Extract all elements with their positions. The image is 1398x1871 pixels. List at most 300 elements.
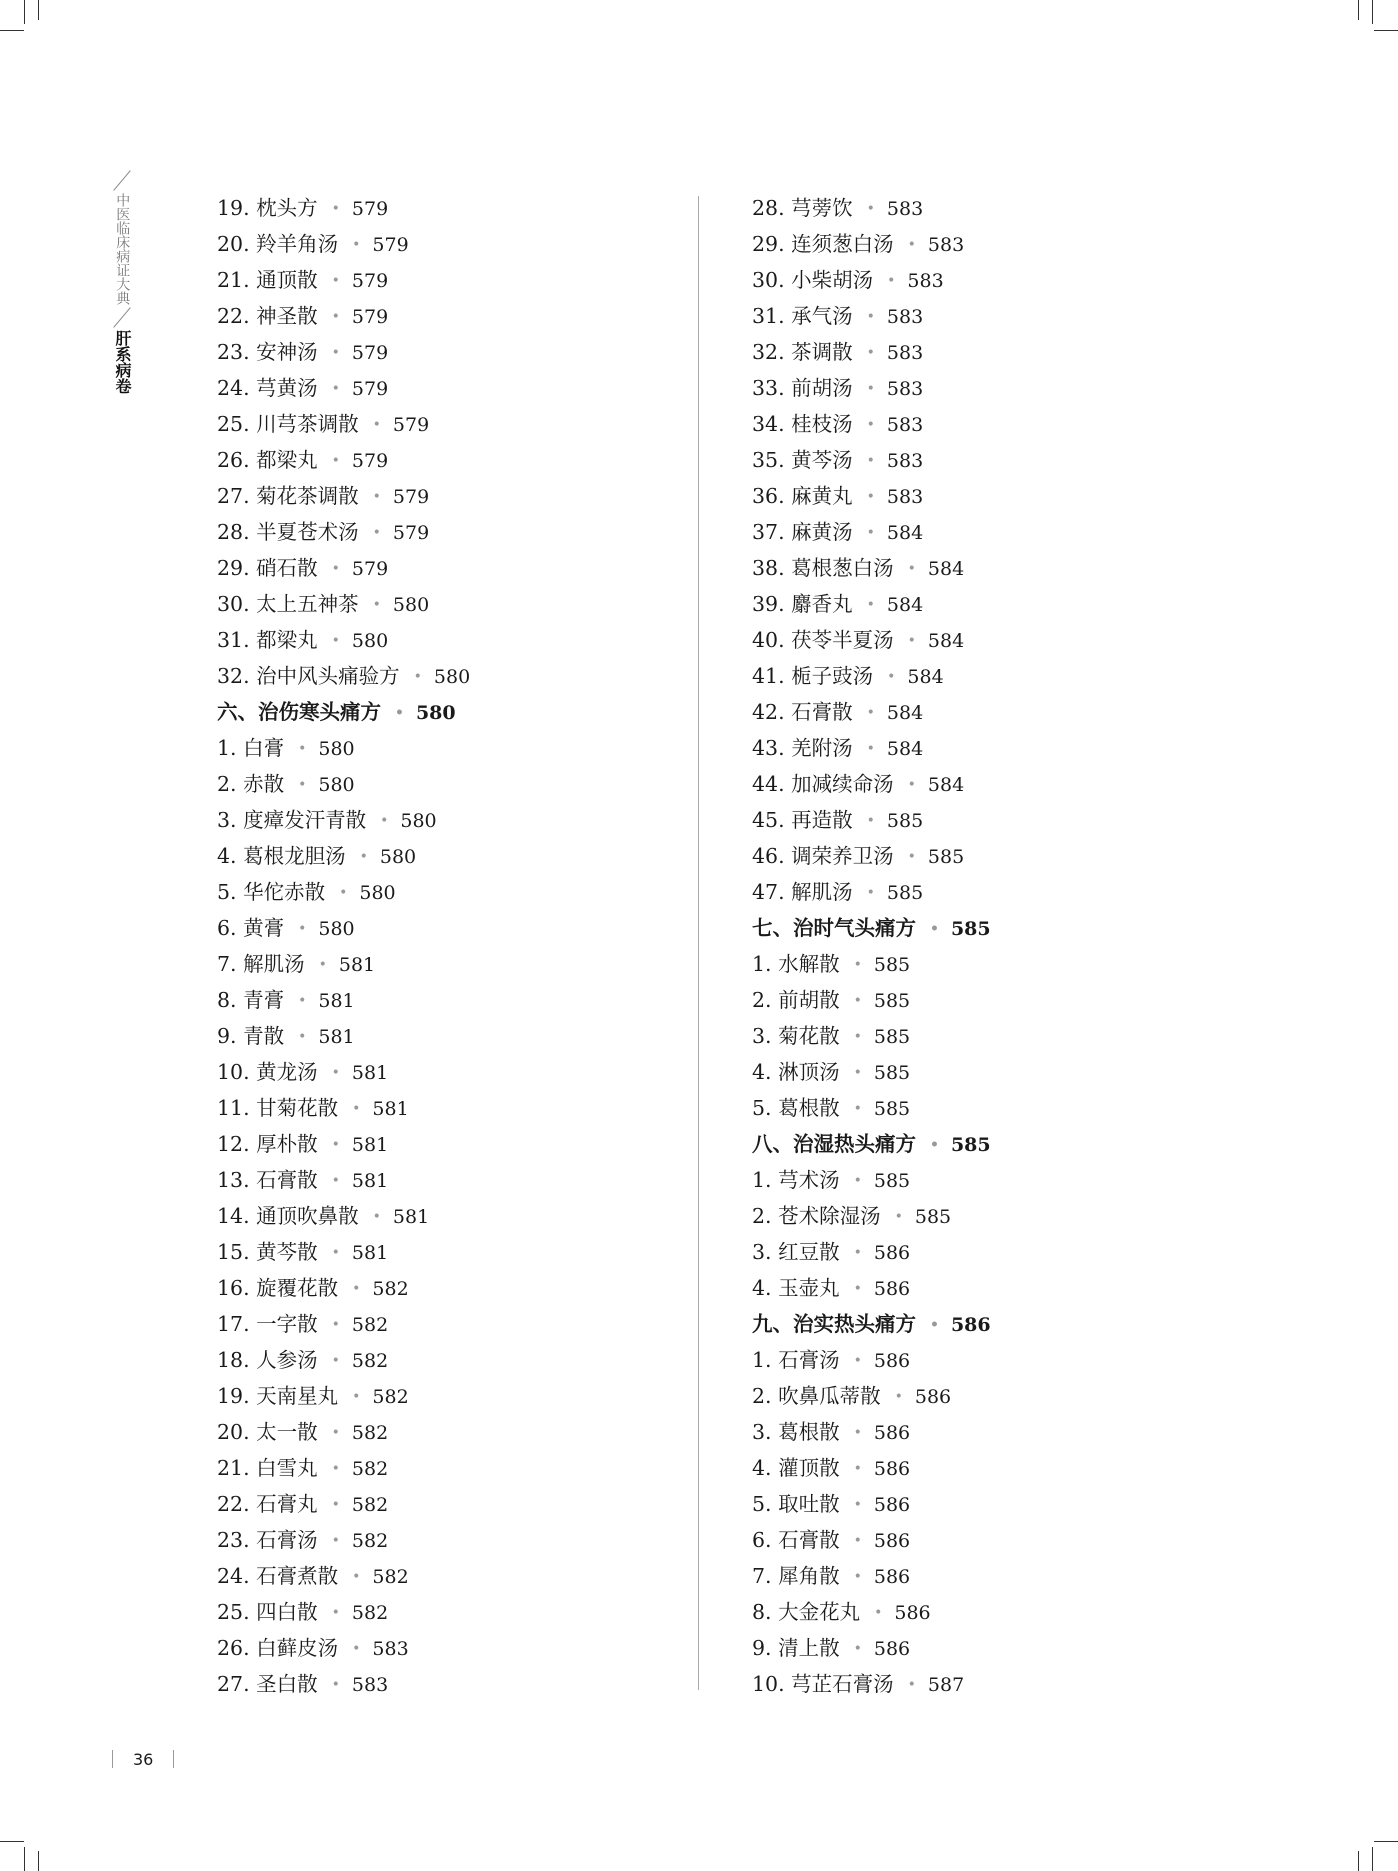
leader-dot: •	[866, 705, 875, 721]
toc-entry[interactable]	[217, 730, 470, 766]
entry-page: 583	[886, 414, 924, 436]
toc-entry[interactable]	[217, 1594, 470, 1630]
toc-entry[interactable]	[217, 1486, 470, 1522]
toc-entry[interactable]	[752, 874, 991, 910]
entry-page: 583	[351, 1674, 389, 1696]
toc-entry[interactable]	[752, 838, 991, 874]
entry-page: 584	[927, 558, 965, 580]
entry-number: 43.	[752, 736, 785, 760]
entry-number: 5.	[752, 1096, 772, 1120]
toc-entry[interactable]	[752, 982, 991, 1018]
entry-page: 586	[873, 1242, 911, 1264]
toc-entry[interactable]	[752, 406, 991, 442]
leader-dot: •	[331, 381, 340, 397]
entry-page: 586	[873, 1638, 911, 1660]
entry-title: 白雪丸	[256, 1456, 318, 1480]
entry-title: 人参汤	[256, 1348, 318, 1372]
entry-title: 石膏汤	[256, 1528, 318, 1552]
entry-number: 3.	[752, 1240, 772, 1264]
entry-number: 31.	[752, 304, 785, 328]
entry-page: 581	[351, 1170, 389, 1192]
entry-number: 1.	[752, 1348, 772, 1372]
leader-dot: •	[866, 453, 875, 469]
toc-entry[interactable]	[217, 478, 470, 514]
leader-dot: •	[853, 1497, 862, 1513]
entry-title: 桂枝汤	[791, 412, 853, 436]
entry-title: 葛根葱白汤	[791, 556, 894, 580]
toc-entry[interactable]	[752, 1450, 991, 1486]
entry-page: 579	[351, 270, 389, 292]
toc-entry[interactable]	[752, 766, 991, 802]
leader-dot: •	[866, 417, 875, 433]
toc-entry[interactable]	[217, 982, 470, 1018]
toc-entry[interactable]	[752, 946, 991, 982]
entry-page: 582	[351, 1350, 389, 1372]
entry-page: 582	[372, 1386, 409, 1408]
toc-entry[interactable]	[217, 226, 470, 262]
leader-dot: •	[298, 777, 307, 793]
entry-number: 3.	[752, 1024, 772, 1048]
leader-dot: •	[298, 993, 307, 1009]
toc-entry[interactable]	[217, 1306, 470, 1342]
toc-entry[interactable]	[217, 334, 470, 370]
entry-number: 14.	[217, 1204, 250, 1228]
entry-page: 579	[372, 234, 409, 256]
toc-entry[interactable]	[217, 514, 470, 550]
leader-dot: •	[331, 1605, 340, 1621]
entry-number: 28.	[217, 520, 250, 544]
crop-mark	[38, 0, 39, 20]
entry-page: 583	[886, 486, 924, 508]
toc-entry[interactable]	[217, 802, 470, 838]
toc-section-heading[interactable]	[752, 1126, 991, 1162]
toc-entry[interactable]	[217, 190, 470, 226]
leader-dot: •	[331, 1317, 340, 1333]
crop-mark	[1374, 1841, 1398, 1842]
toc-entry[interactable]	[752, 1234, 991, 1270]
leader-dot: •	[359, 849, 368, 865]
entry-page: 585	[873, 1098, 911, 1120]
toc-entry[interactable]	[752, 478, 991, 514]
entry-title: 清上散	[778, 1636, 840, 1660]
leader-dot: •	[894, 1389, 903, 1405]
toc-entry[interactable]	[752, 1630, 991, 1666]
toc-entry[interactable]	[752, 1594, 991, 1630]
leader-dot: •	[352, 1281, 361, 1297]
entry-page: 585	[886, 882, 924, 904]
entry-number: 17.	[217, 1312, 250, 1336]
leader-dot: •	[874, 1605, 883, 1621]
leader-dot: •	[853, 1245, 862, 1261]
leader-dot: •	[853, 1461, 862, 1477]
toc-entry[interactable]	[217, 298, 470, 334]
entry-page: 586	[873, 1530, 911, 1552]
toc-entry[interactable]	[217, 1630, 470, 1666]
leader-dot: •	[331, 309, 340, 325]
entry-title: 度瘴发汗青散	[243, 808, 367, 832]
entry-title: 石膏汤	[778, 1348, 840, 1372]
entry-number: 16.	[217, 1276, 250, 1300]
leader-dot: •	[853, 1641, 862, 1657]
entry-page: 584	[907, 666, 944, 688]
entry-page: 582	[351, 1458, 389, 1480]
entry-page: 580	[351, 630, 389, 652]
toc-entry[interactable]	[217, 1090, 470, 1126]
toc-entry[interactable]	[217, 874, 470, 910]
leader-dot: •	[331, 1497, 340, 1513]
entry-number: 9.	[752, 1636, 772, 1660]
entry-title: 圣白散	[256, 1672, 318, 1696]
entry-title: 小柴胡汤	[791, 268, 874, 292]
toc-column-left	[217, 190, 470, 1702]
entry-number: 24.	[217, 1564, 250, 1588]
entry-number: 29.	[752, 232, 785, 256]
entry-title: 麝香丸	[791, 592, 853, 616]
leader-dot: •	[318, 957, 327, 973]
toc-entry[interactable]	[752, 1270, 991, 1306]
toc-entry[interactable]	[752, 1198, 991, 1234]
entry-title: 茶调散	[791, 340, 853, 364]
entry-title: 加减续命汤	[791, 772, 894, 796]
entry-number: 4.	[752, 1456, 772, 1480]
entry-number: 30.	[217, 592, 250, 616]
entry-page: 581	[351, 1062, 389, 1084]
entry-page: 580	[318, 738, 355, 760]
toc-entry[interactable]	[752, 550, 991, 586]
entry-number: 9.	[217, 1024, 237, 1048]
leader-dot: •	[331, 273, 340, 289]
entry-page: 582	[351, 1494, 389, 1516]
leader-dot: •	[339, 885, 348, 901]
leader-dot: •	[853, 1353, 862, 1369]
toc-entry[interactable]	[217, 946, 470, 982]
toc-entry[interactable]	[752, 694, 991, 730]
leader-dot: •	[866, 885, 875, 901]
entry-page: 585	[914, 1206, 952, 1228]
leader-dot: •	[298, 741, 307, 757]
toc-entry[interactable]	[752, 586, 991, 622]
entry-page: 580	[379, 846, 417, 868]
toc-entry[interactable]	[752, 370, 991, 406]
toc-entry[interactable]	[217, 1054, 470, 1090]
leader-dot: •	[853, 1425, 862, 1441]
leader-dot: •	[853, 1173, 862, 1189]
series-title: 中医临床病证大典	[114, 193, 131, 305]
entry-number: 20.	[217, 1420, 250, 1444]
entry-title: 前胡散	[778, 988, 840, 1012]
entry-number: 30.	[752, 268, 785, 292]
entry-page: 583	[927, 234, 965, 256]
entry-title: 黄膏	[243, 916, 285, 940]
entry-page: 586	[873, 1278, 911, 1300]
entry-page: 585	[927, 846, 965, 868]
toc-entry[interactable]	[752, 190, 991, 226]
divider-slash	[113, 170, 130, 191]
entry-title: 葛根龙胆汤	[243, 844, 346, 868]
entry-number: 11.	[217, 1096, 250, 1120]
crop-mark	[1372, 0, 1373, 24]
toc-entry[interactable]	[217, 586, 470, 622]
leader-dot: •	[372, 489, 381, 505]
entry-number: 8.	[752, 1600, 772, 1624]
entry-page: 579	[351, 342, 389, 364]
entry-title: 淋顶汤	[778, 1060, 840, 1084]
entry-page: 584	[886, 594, 924, 616]
entry-page: 585	[873, 990, 911, 1012]
entry-title: 红豆散	[778, 1240, 840, 1264]
entry-title: 石膏散	[791, 700, 853, 724]
toc-entry[interactable]	[217, 1018, 470, 1054]
crop-mark	[1372, 1847, 1373, 1871]
entry-page: 584	[927, 774, 965, 796]
toc-entry[interactable]	[217, 658, 470, 694]
entry-number: 3.	[217, 808, 237, 832]
entry-page: 583	[886, 306, 924, 328]
entry-title: 安神汤	[256, 340, 318, 364]
entry-title: 吹鼻瓜蒂散	[778, 1384, 881, 1408]
entry-title: 九、治实热头痛方	[752, 1312, 916, 1336]
leader-dot: •	[907, 561, 916, 577]
toc-section-heading[interactable]	[752, 910, 991, 946]
entry-page: 585	[873, 1062, 911, 1084]
leader-dot: •	[887, 669, 896, 685]
toc-entry[interactable]	[217, 1270, 470, 1306]
entry-title: 白膏	[243, 736, 285, 760]
leader-dot: •	[372, 597, 381, 613]
toc-entry[interactable]	[752, 1342, 991, 1378]
entry-number: 1.	[217, 736, 237, 760]
toc-entry[interactable]	[752, 1162, 991, 1198]
entry-page: 580	[318, 774, 355, 796]
entry-title: 一字散	[256, 1312, 318, 1336]
entry-title: 通顶吹鼻散	[256, 1204, 359, 1228]
leader-dot: •	[907, 777, 916, 793]
toc-entry[interactable]	[217, 1666, 470, 1702]
entry-title: 栀子豉汤	[791, 664, 874, 688]
leader-dot: •	[907, 237, 916, 253]
entry-page: 579	[351, 450, 389, 472]
page-folio	[112, 1749, 174, 1769]
entry-title: 赤散	[243, 772, 285, 796]
entry-number: 21.	[217, 1456, 250, 1480]
entry-number: 23.	[217, 340, 250, 364]
entry-title: 羌附汤	[791, 736, 853, 760]
toc-entry[interactable]	[752, 1054, 991, 1090]
leader-dot: •	[853, 1065, 862, 1081]
leader-dot: •	[930, 1137, 939, 1153]
leader-dot: •	[894, 1209, 903, 1225]
entry-page: 583	[886, 378, 924, 400]
entry-number: 10.	[217, 1060, 250, 1084]
entry-title: 解肌汤	[243, 952, 305, 976]
entry-title: 犀角散	[778, 1564, 840, 1588]
entry-title: 解肌汤	[791, 880, 853, 904]
entry-title: 葛根散	[778, 1096, 840, 1120]
leader-dot: •	[331, 1173, 340, 1189]
entry-number: 42.	[752, 700, 785, 724]
entry-title: 苍术除湿汤	[778, 1204, 881, 1228]
entry-number: 2.	[752, 1384, 772, 1408]
leader-dot: •	[331, 453, 340, 469]
entry-page: 579	[392, 486, 430, 508]
entry-title: 甘菊花散	[256, 1096, 339, 1120]
entry-title: 都梁丸	[256, 628, 318, 652]
leader-dot: •	[866, 741, 875, 757]
toc-entry[interactable]	[217, 1126, 470, 1162]
leader-dot: •	[866, 345, 875, 361]
leader-dot: •	[887, 273, 896, 289]
toc-entry[interactable]	[752, 514, 991, 550]
toc-entry[interactable]	[217, 1162, 470, 1198]
entry-title: 茯苓半夏汤	[791, 628, 894, 652]
entry-number: 26.	[217, 448, 250, 472]
toc-entry[interactable]	[217, 262, 470, 298]
toc-entry[interactable]	[752, 226, 991, 262]
leader-dot: •	[331, 1245, 340, 1261]
entry-page: 581	[318, 1026, 355, 1048]
toc-entry[interactable]	[217, 1558, 470, 1594]
entry-title: 枕头方	[256, 196, 318, 220]
entry-number: 28.	[752, 196, 785, 220]
entry-page: 584	[886, 738, 924, 760]
entry-title: 麻黄汤	[791, 520, 853, 544]
toc-entry[interactable]	[217, 442, 470, 478]
entry-number: 5.	[217, 880, 237, 904]
entry-page: 583	[886, 198, 924, 220]
entry-number: 7.	[752, 1564, 772, 1588]
crop-mark	[24, 0, 25, 24]
toc-entry[interactable]	[217, 838, 470, 874]
toc-entry[interactable]	[217, 766, 470, 802]
toc-entry[interactable]	[752, 1090, 991, 1126]
toc-entry[interactable]	[217, 406, 470, 442]
entry-page: 582	[351, 1422, 389, 1444]
entry-title: 六、治伤寒头痛方	[217, 700, 381, 724]
entry-number: 2.	[217, 772, 237, 796]
entry-number: 4.	[752, 1060, 772, 1084]
entry-page: 579	[351, 558, 389, 580]
folio-bar	[173, 1750, 174, 1768]
toc-entry[interactable]	[752, 802, 991, 838]
entry-number: 21.	[217, 268, 250, 292]
toc-entry[interactable]	[752, 1666, 991, 1702]
entry-number: 2.	[752, 988, 772, 1012]
entry-page: 582	[372, 1278, 409, 1300]
entry-title: 灌顶散	[778, 1456, 840, 1480]
entry-title: 玉壶丸	[778, 1276, 840, 1300]
toc-entry[interactable]	[217, 1414, 470, 1450]
toc-entry[interactable]	[752, 442, 991, 478]
toc-entry[interactable]	[752, 1522, 991, 1558]
entry-number: 29.	[217, 556, 250, 580]
entry-page: 581	[338, 954, 376, 976]
entry-number: 4.	[752, 1276, 772, 1300]
toc-entry[interactable]	[752, 298, 991, 334]
toc-entry[interactable]	[752, 334, 991, 370]
entry-page: 586	[950, 1314, 991, 1336]
entry-number: 20.	[217, 232, 250, 256]
toc-entry[interactable]	[752, 1378, 991, 1414]
crop-mark	[1358, 1851, 1359, 1871]
toc-entry[interactable]	[217, 1198, 470, 1234]
toc-entry[interactable]	[217, 550, 470, 586]
entry-title: 黄龙汤	[256, 1060, 318, 1084]
toc-entry[interactable]	[217, 370, 470, 406]
leader-dot: •	[866, 201, 875, 217]
leader-dot: •	[372, 525, 381, 541]
toc-entry[interactable]	[752, 262, 991, 298]
leader-dot: •	[298, 1029, 307, 1045]
entry-number: 1.	[752, 1168, 772, 1192]
entry-title: 黄芩散	[256, 1240, 318, 1264]
leader-dot: •	[331, 633, 340, 649]
entry-number: 5.	[752, 1492, 772, 1516]
leader-dot: •	[331, 561, 340, 577]
entry-page: 582	[372, 1566, 409, 1588]
leader-dot: •	[853, 1569, 862, 1585]
entry-number: 32.	[752, 340, 785, 364]
entry-number: 25.	[217, 1600, 250, 1624]
entry-page: 580	[392, 594, 430, 616]
toc-entry[interactable]	[752, 622, 991, 658]
toc-entry[interactable]	[752, 1558, 991, 1594]
leader-dot: •	[866, 813, 875, 829]
toc-entry[interactable]	[752, 1414, 991, 1450]
toc-entry[interactable]	[217, 1522, 470, 1558]
entry-number: 1.	[752, 952, 772, 976]
entry-page: 583	[886, 342, 924, 364]
toc-entry[interactable]	[752, 658, 991, 694]
toc-section-heading[interactable]	[752, 1306, 991, 1342]
leader-dot: •	[907, 849, 916, 865]
entry-number: 36.	[752, 484, 785, 508]
crop-mark	[0, 30, 24, 31]
entry-title: 川芎茶调散	[256, 412, 359, 436]
entry-page: 584	[886, 702, 924, 724]
leader-dot: •	[866, 381, 875, 397]
entry-title: 芎黄汤	[256, 376, 318, 400]
entry-title: 羚羊角汤	[256, 232, 339, 256]
toc-section-heading[interactable]	[217, 694, 470, 730]
toc-entry[interactable]	[217, 622, 470, 658]
leader-dot: •	[331, 1425, 340, 1441]
toc-entry[interactable]	[217, 1234, 470, 1270]
toc-entry[interactable]	[752, 1486, 991, 1522]
toc-entry[interactable]	[752, 1018, 991, 1054]
entry-page: 580	[318, 918, 355, 940]
entry-title: 菊花茶调散	[256, 484, 359, 508]
entry-page: 579	[392, 522, 430, 544]
leader-dot: •	[352, 1569, 361, 1585]
entry-page: 586	[873, 1566, 911, 1588]
entry-title: 旋覆花散	[256, 1276, 339, 1300]
entry-number: 44.	[752, 772, 785, 796]
entry-title: 黄芩汤	[791, 448, 853, 472]
toc-entry[interactable]	[217, 1378, 470, 1414]
entry-title: 四白散	[256, 1600, 318, 1624]
toc-entry[interactable]	[217, 910, 470, 946]
column-divider	[698, 196, 699, 1690]
entry-number: 26.	[217, 1636, 250, 1660]
toc-entry[interactable]	[217, 1342, 470, 1378]
entry-page: 586	[873, 1458, 911, 1480]
entry-number: 6.	[217, 916, 237, 940]
leader-dot: •	[853, 957, 862, 973]
toc-entry[interactable]	[752, 730, 991, 766]
leader-dot: •	[930, 1317, 939, 1333]
toc-entry[interactable]	[217, 1450, 470, 1486]
entry-title: 连须葱白汤	[791, 232, 894, 256]
